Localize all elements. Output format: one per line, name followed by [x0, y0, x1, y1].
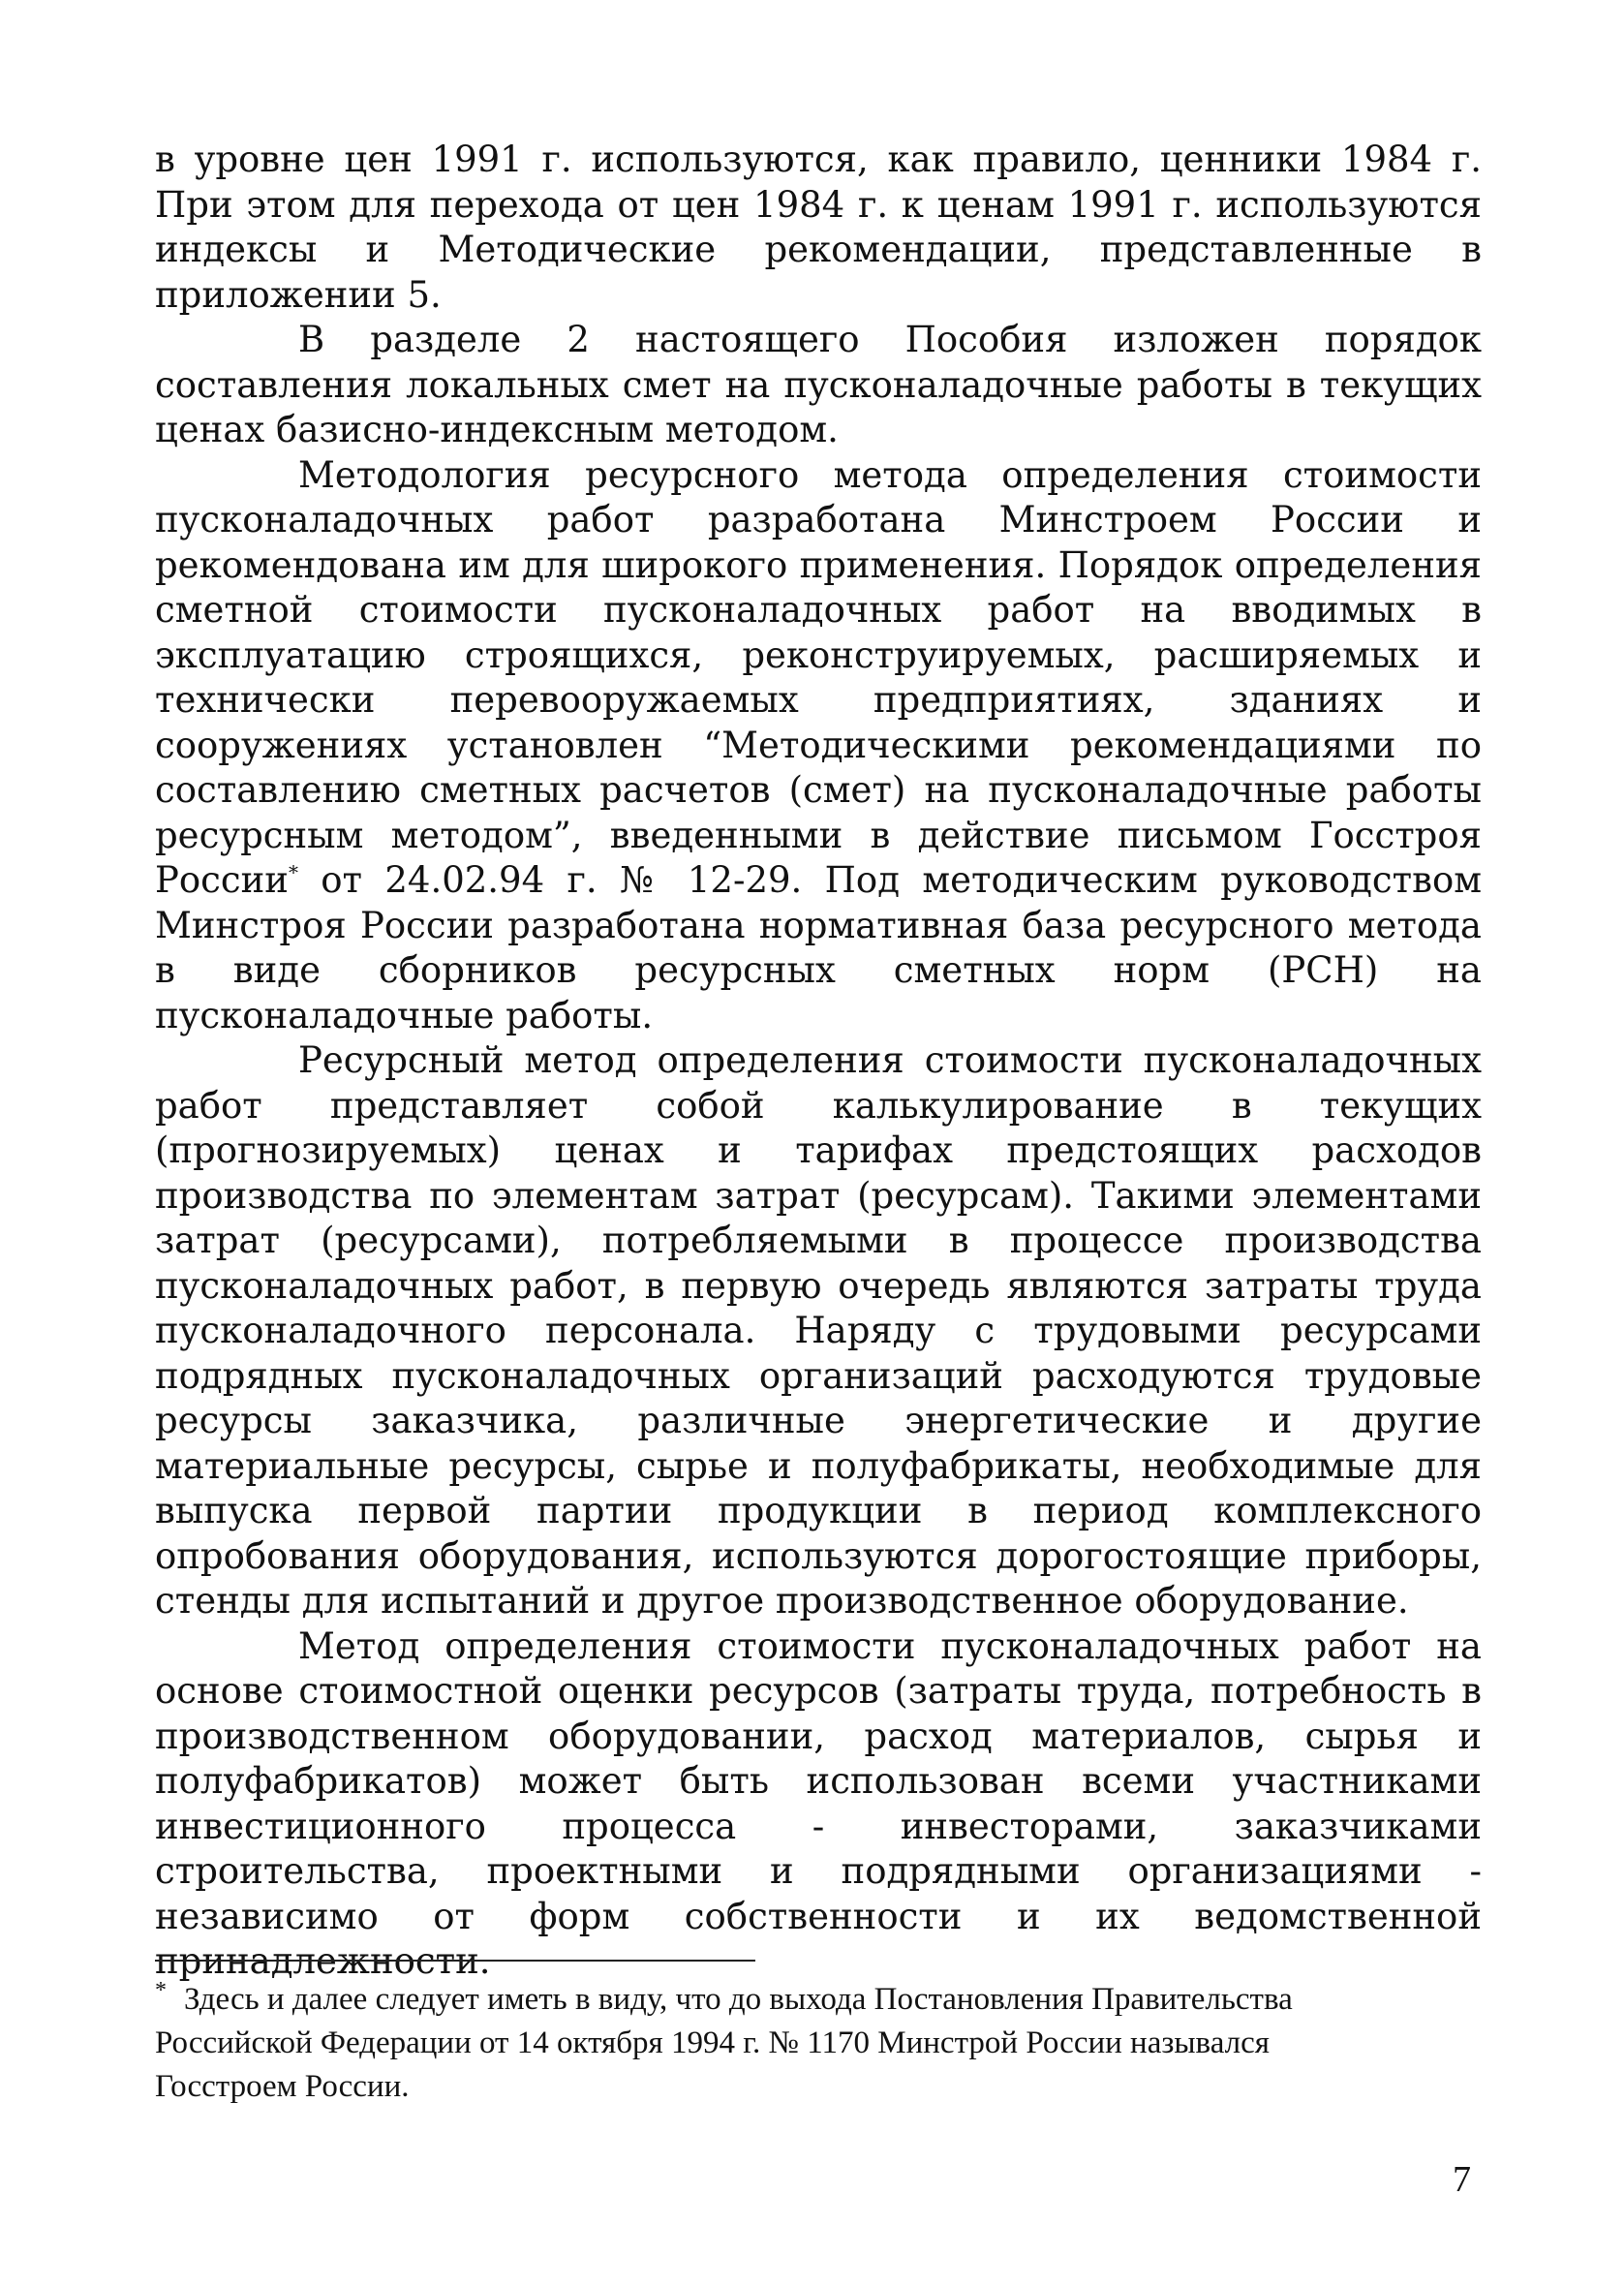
paragraph-5-text: Метод определения стоимости пусконаладочных работ на основе стоимостной оценки ресурсов (затраты труда, потребность в производственном оборудовании, расход материалов, сырья и полуфабрикатов) может быть использован всеми участниками инвестиционного процесса - инвесторами, заказчиками строительства, проектными и подрядными организациями - независимо от форм собственности и их ведомственной принадлежности. [155, 1624, 1482, 1982]
footnote-text: Здесь и далее следует иметь в виду, что до выхода Постановления Правительства Российской Федерации от 14 октября 1994 г. № 1170 Минстрой России назывался Госстроем России. [155, 1982, 1293, 2104]
main-text [155, 138, 1482, 1985]
paragraph-3 [155, 453, 1482, 1039]
paragraph-1 [155, 138, 1482, 318]
footnote-separator [155, 1960, 755, 1962]
paragraph-3-text-after-mark: от 24.02.94 г. № 12-29. Под методическим руководством Минстроя России разработана нормативная база ресурсного метода в виде сборников ресурсных сметных норм (РСН) на пусконаладочные работы. [155, 859, 1482, 1036]
paragraph-2-text: В разделе 2 настоящего Пособия изложен порядок составления локальных смет на пусконаладочные работы в текущих ценах базисно-индексным методом. [155, 319, 1482, 450]
page-number: 7 [1453, 2159, 1471, 2200]
footnote [155, 1978, 1375, 2109]
paragraph-5 [155, 1624, 1482, 1985]
paragraph-4-text: Ресурсный метод определения стоимости пусконаладочных работ представляет собой калькулирование в текущих (прогнозируемых) ценах и тарифах предстоящих расходов производства по элементам затрат (ресурсам). Такими элементами затрат (ресурсами), потребляемыми в процессе производства пусконаладочных работ, в первую очередь являются затраты труда пусконаладочного персонала. Наряду с трудовыми ресурсами подрядных пусконаладочных организаций расходуются трудовые ресурсы заказчика, различные энергетические и другие материальные ресурсы, сырье и полуфабрикаты, необходимые для выпуска первой партии продукции в период комплексного опробования оборудования, используются дорогостоящие приборы, стенды для испытаний и другое производственное оборудование. [155, 1039, 1482, 1622]
paragraph-4 [155, 1038, 1482, 1624]
paragraph-2 [155, 318, 1482, 453]
paragraph-3-text-before-mark: Методология ресурсного метода определения стоимости пусконаладочных работ разработана Минстроем России и рекомендована им для широкого применения. Порядок определения сметной стоимости пусконаладочных работ на вводимых в эксплуатацию строящихся, реконструируемых, расширяемых и технически перевооружаемых предприятиях, зданиях и сооружениях установлен “Методическими рекомендациями по составлению сметных расчетов (смет) на пусконаладочные работы ресурсным методом”, введенными в действие письмом Госстроя России [155, 453, 1482, 901]
footnote-reference-mark: * [288, 860, 298, 884]
paragraph-1-text: в уровне цен 1991 г. используются, как правило, ценники 1984 г. При этом для перехода от цен 1984 г. к ценам 1991 г. используются индексы и Методические рекомендации, представленные в приложении 5. [155, 139, 1482, 316]
footnote-mark: * [155, 1978, 167, 2003]
